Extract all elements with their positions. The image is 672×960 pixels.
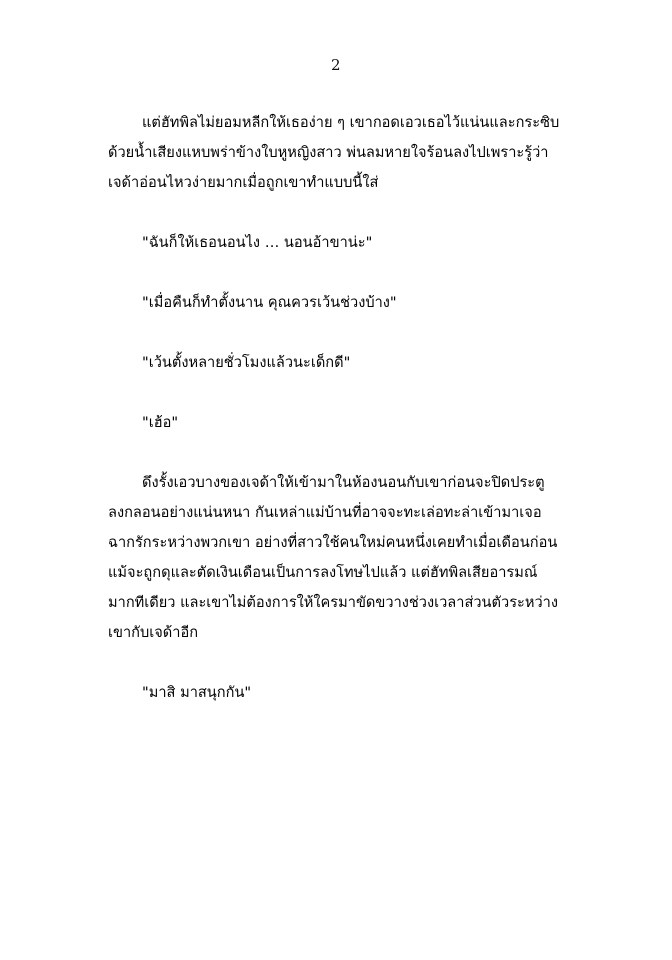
paragraph-block: ดึงรั้งเอวบางของเจด้าให้เข้ามาในห้องนอนกับเขาก่อนจะปิดประตูลงกลอนอย่างแน่นหนา กันเหล่าแม่บ้านที่อาจจะทะเล่อทะล่าเข้ามาเจอฉากรักระหว่างพวกเขา อย่างที่สาวใช้คนใหม่คนหนึ่งเคยทำเมื่อเดือนก่อน แม้จะถูกดุและตัดเงินเดือนเป็นการลงโทษไปแล้ว แต่ฮัทพิลเสียอารมณ์มากทีเดียว และเขาไม่ต้องการให้ใครมาขัดขวางช่วงเวลาส่วนตัวระหว่างเขากับเจด้าอีก <box>108 474 562 641</box>
page-number: 2 <box>330 56 342 74</box>
page-body <box>108 108 564 708</box>
paragraph-spacer <box>108 318 564 348</box>
dialogue-line: "มาสิ มาสนุกกัน" <box>142 684 252 701</box>
dialogue-line: "ฉันก็ให้เธอนอนไง … นอนอ้าขาน่ะ" <box>142 234 373 251</box>
dialogue-line: "เว้นตั้งหลายชั่วโมงแล้วนะเด็กดี" <box>142 354 351 371</box>
paragraph-spacer <box>108 378 564 408</box>
paragraph-block: แต่ฮัทพิลไม่ยอมหลีกให้เธอง่าย ๆ เขากอดเอวเธอไว้แน่นและกระซิบด้วยน้ำเสียงแหบพร่าข้างใบหูหญิงสาว พ่นลมหายใจร้อนลงไปเพราะรู้ว่าเจด้าอ่อนไหวง่ายมากเมื่อถูกเขาทำแบบนี้ใส่ <box>108 114 560 191</box>
paragraph-spacer <box>108 648 564 678</box>
paragraph-spacer <box>108 438 564 468</box>
dialogue-line: "เฮ้อ" <box>142 414 179 431</box>
paragraph-spacer <box>108 198 564 228</box>
paragraph-spacer <box>108 258 564 288</box>
dialogue-line: "เมื่อคืนก็ทำตั้งนาน คุณควรเว้นช่วงบ้าง" <box>142 294 397 311</box>
